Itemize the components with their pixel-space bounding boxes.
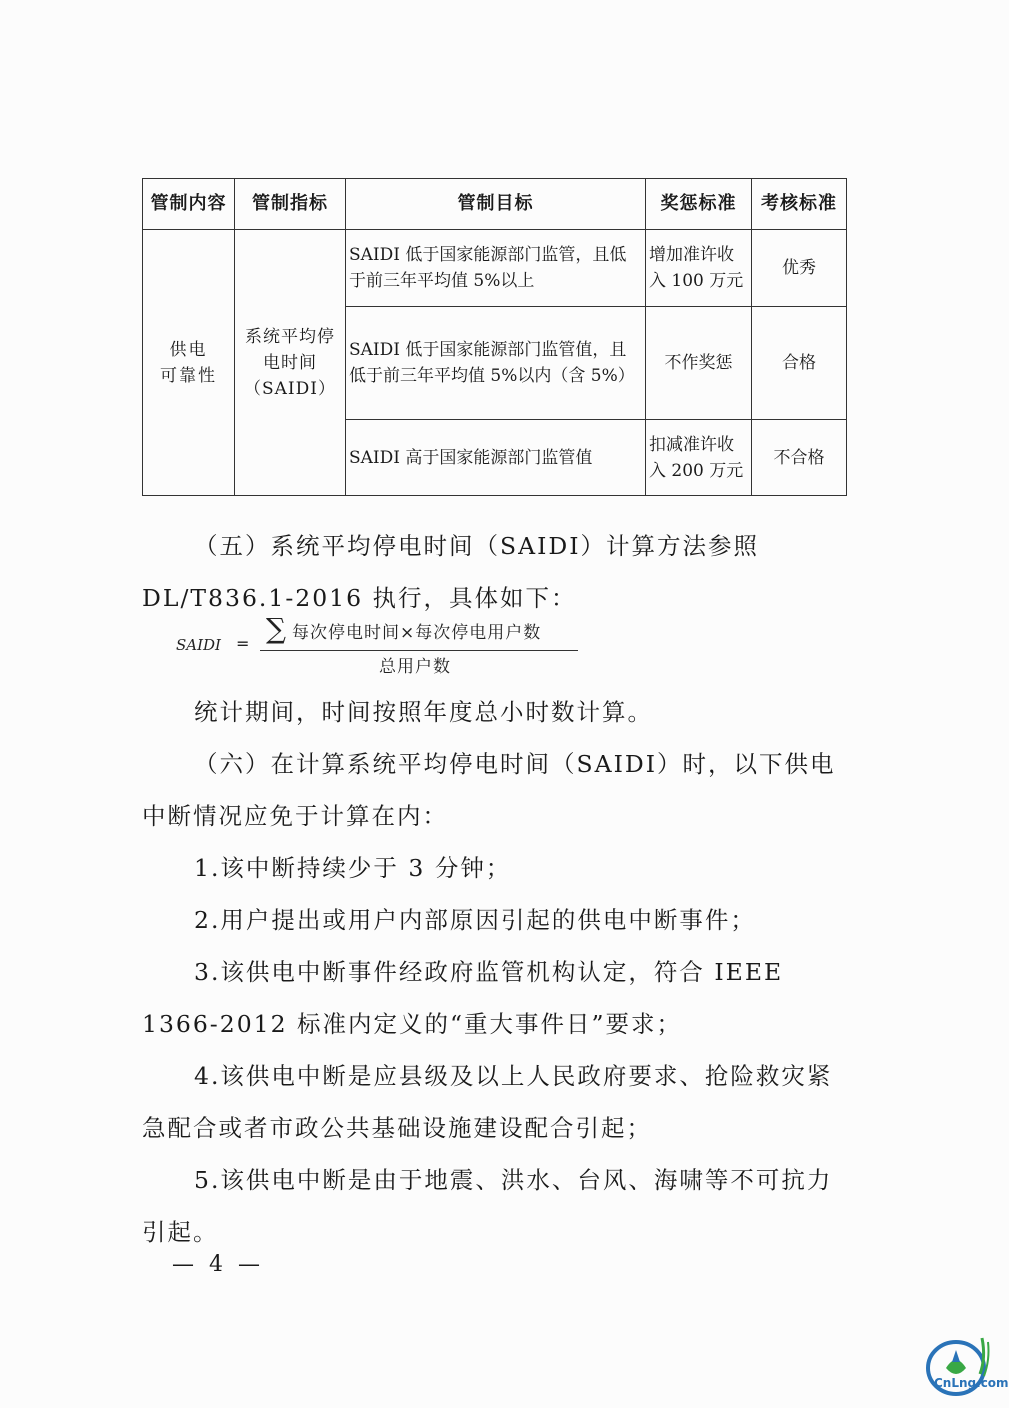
paragraph-6: （六）在计算系统平均停电时间（SAIDI）时，以下供电中断情况应免于计算在内： xyxy=(142,750,836,830)
cell-target: SAIDI 高于国家能源部门监管值 xyxy=(346,420,646,496)
cell-reward: 不作奖惩 xyxy=(646,307,752,420)
control-table xyxy=(142,178,847,496)
cell-content: 供电 可靠性 xyxy=(143,230,235,496)
cell-reward: 增加准许收入 100 万元 xyxy=(646,230,752,307)
list-item: 2.用户提出或用户内部原因引起的供电中断事件； xyxy=(194,906,756,934)
site-logo xyxy=(924,1328,1009,1404)
list-item: 3.该供电中断事件经政府监管机构认定，符合 IEEE 1366-2012 标准内定义的“重大事件日”要求； xyxy=(142,958,784,1038)
table-row xyxy=(143,230,847,307)
fraction-bar xyxy=(260,650,578,651)
cell-grade: 不合格 xyxy=(752,420,847,496)
sum-symbol: ∑ xyxy=(266,612,286,645)
cell-target: SAIDI 低于国家能源部门监管，且低于前三年平均值 5%以上 xyxy=(346,230,646,307)
stat-note: 统计期间，时间按照年度总小时数计算。 xyxy=(194,698,653,726)
paragraph-5: （五）系统平均停电时间（SAIDI）计算方法参照 DL/T836.1-2016 执行，具体如下： xyxy=(142,532,759,612)
cell-reward: 扣减准许收入 200 万元 xyxy=(646,420,752,496)
list-item: 1.该中断持续少于 3 分钟； xyxy=(194,854,512,882)
cell-grade: 优秀 xyxy=(752,230,847,307)
table-header-row xyxy=(143,179,847,230)
saidi-formula xyxy=(174,612,594,677)
header-grade: 考核标准 xyxy=(752,179,847,230)
formula-lhs: SAIDI xyxy=(176,636,221,654)
page-number: — 4 — xyxy=(172,1252,264,1277)
formula-numerator: 每次停电时间×每次停电用户数 xyxy=(292,623,542,643)
list-item: 4.该供电中断是应县级及以上人民政府要求、抢险救灾紧急配合或者市政公共基础设施建设配合引起； xyxy=(142,1062,833,1142)
header-content: 管制内容 xyxy=(143,179,235,230)
cell-grade: 合格 xyxy=(752,307,847,420)
header-indicator: 管制指标 xyxy=(235,179,346,230)
formula-denominator: 总用户数 xyxy=(379,657,451,677)
formula-equals: = xyxy=(236,634,250,653)
cell-target: SAIDI 低于国家能源部门监管值，且低于前三年平均值 5%以内（含 5%） xyxy=(346,307,646,420)
cell-indicator: 系统平均停 电时间 （SAIDI） xyxy=(235,230,346,496)
list-item: 5.该供电中断是由于地震、洪水、台风、海啸等不可抗力引起。 xyxy=(142,1166,833,1246)
header-reward: 奖惩标准 xyxy=(646,179,752,230)
header-target: 管制目标 xyxy=(346,179,646,230)
logo-text: CnLng.com xyxy=(934,1376,1009,1390)
logo-icon xyxy=(924,1328,998,1404)
